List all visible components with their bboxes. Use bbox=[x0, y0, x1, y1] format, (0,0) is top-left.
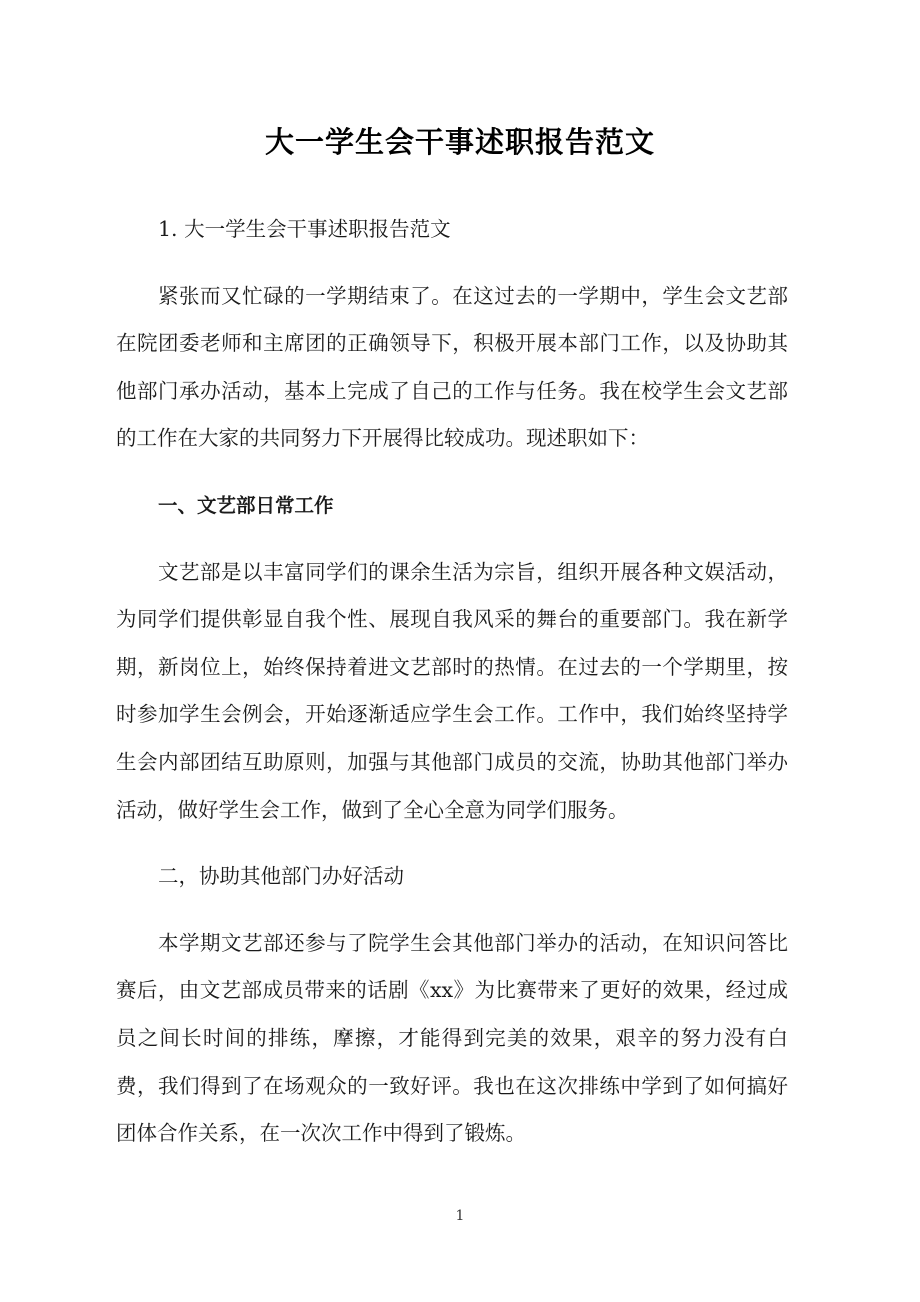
page-number: 1 bbox=[455, 1208, 465, 1224]
section-heading-assist-activities: 二，协助其他部门办好活动 bbox=[158, 864, 404, 889]
section-heading-daily-work: 一、文艺部日常工作 bbox=[158, 493, 334, 517]
document-title: 大一学生会干事述职报告范文 bbox=[264, 125, 655, 159]
document-body bbox=[116, 206, 788, 1177]
paragraph-daily-work: 文艺部是以丰富同学们的课余生活为宗旨，组织开展各种文娱活动，为同学们提供彰显自我个性、展现自我风采的舞台的重要部门。我在新学期，新岗位上，始终保持着进文艺部时的热情。在过去的一个学期里，按时参加学生会例会，开始逐渐适应学生会工作。工作中，我们始终坚持学生会内部团结互助原则，加强与其他部门成员的交流，协助其他部门举办活动，做好学生会工作，做到了全心全意为同学们服务。 bbox=[116, 559, 788, 822]
paragraph-intro: 紧张而又忙碌的一学期结束了。在这过去的一学期中，学生会文艺部在院团委老师和主席团的正确领导下，积极开展本部门工作，以及协助其他部门承办活动，基本上完成了自己的工作与任务。我在校学生会文艺部的工作在大家的共同努力下开展得比较成功。现述职如下： bbox=[116, 283, 788, 451]
document-subtitle: 1. 大一学生会干事述职报告范文 bbox=[158, 217, 451, 241]
paragraph-assist-activities: 本学期文艺部还参与了院学生会其他部门举办的活动，在知识问答比赛后，由文艺部成员带来的话剧《xx》为比赛带来了更好的效果，经过成员之间长时间的排练，摩擦，才能得到完美的效果，艰辛的努力没有白费，我们得到了在场观众的一致好评。我也在这次排练中学到了如何搞好团体合作关系，在一次次工作中得到了锻炼。 bbox=[116, 930, 788, 1146]
